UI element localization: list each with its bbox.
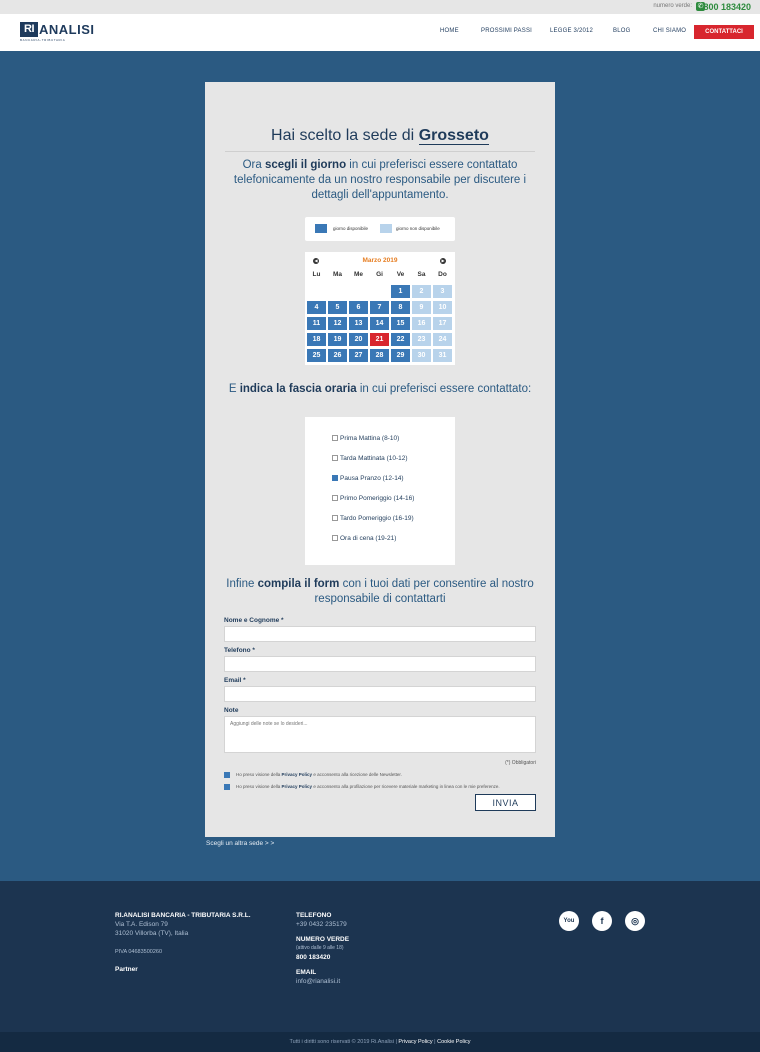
calendar-day[interactable]: 19 [328, 333, 347, 346]
time-slot-checkbox[interactable] [332, 535, 338, 541]
site-header [0, 14, 760, 51]
phone-icon: ✆ [697, 3, 704, 10]
calendar-weekday: Me [353, 271, 364, 278]
divider [225, 151, 535, 152]
calendar-day[interactable]: 20 [349, 333, 368, 346]
privacy-link[interactable]: Privacy Policy [281, 784, 313, 790]
note-textarea[interactable] [224, 716, 536, 753]
calendar-weekday: Ve [396, 271, 405, 278]
day-instructions: Ora scegli il giorno in cui preferisci essere contattato telefonicamente da un nostro responsabile per discutere i dettagli dell'appuntamento. [233, 159, 527, 201]
copyright-bar: Tutti i diritti sono riservati © 2019 Ri.Analisi | Privacy Policy | Cookie Policy [0, 1032, 760, 1052]
unavailable-swatch [380, 224, 392, 233]
green-number-label: numero verde: [653, 3, 692, 9]
name-input[interactable] [224, 626, 536, 642]
email-input[interactable] [224, 686, 536, 702]
email-label: Email * [224, 677, 246, 684]
logo-mark: RI [20, 22, 38, 37]
nav-chi-siamo[interactable]: CHI SIAMO [653, 28, 687, 34]
green-heading: NUMERO VERDE [296, 936, 350, 943]
calendar-day[interactable]: 8 [391, 301, 410, 314]
privacy-link[interactable]: Privacy Policy [281, 772, 313, 778]
available-swatch [315, 224, 327, 233]
calendar-day: 23 [412, 333, 431, 346]
legend-available: giorno disponibile [333, 226, 369, 231]
calendar-day[interactable]: 25 [307, 349, 326, 362]
consent-newsletter[interactable]: Ho preso visione della Privacy Policy e acconsento alla ricezione delle Newsletter. [224, 772, 402, 778]
calendar-day[interactable]: 5 [328, 301, 347, 314]
calendar-day[interactable]: 6 [349, 301, 368, 314]
time-instructions: E indica la fascia oraria in cui preferisci essere contattato: [228, 383, 532, 395]
time-slot-checkbox[interactable] [332, 435, 338, 441]
address-line: Via T.A. Edison 79 [115, 921, 168, 928]
calendar-day-selected[interactable]: 21 [370, 333, 389, 346]
phone-heading: TELEFONO [296, 912, 332, 919]
facebook-icon[interactable]: f [592, 911, 612, 931]
nav-home[interactable]: HOME [440, 28, 459, 34]
calendar-day: 2 [412, 285, 431, 298]
submit-button[interactable]: INVIA [475, 794, 536, 811]
time-slot[interactable] [332, 435, 399, 445]
time-slot-checkbox[interactable] [332, 455, 338, 461]
email-heading: EMAIL [296, 969, 317, 976]
footer-contacts [296, 911, 349, 986]
contattaci-button[interactable]: CONTATTACI [694, 25, 754, 39]
time-slots [305, 417, 455, 565]
city-name: Grosseto [418, 127, 489, 144]
email-address[interactable]: info@rianalisi.it [296, 978, 341, 985]
copyright-text: Tutti i diritti sono riservati © 2019 Ri.Analisi | [289, 1039, 399, 1045]
time-slot-checkbox[interactable] [332, 495, 338, 501]
piva: PIVA 04683500260 [115, 949, 162, 955]
calendar-weekday: Do [438, 271, 447, 278]
calendar-day[interactable]: 28 [370, 349, 389, 362]
footer-company [115, 911, 251, 974]
calendar-day: 16 [412, 317, 431, 330]
time-slot[interactable] [332, 495, 414, 505]
youtube-icon[interactable]: You [559, 911, 579, 931]
consent-profiling[interactable]: Ho preso visione della Privacy Policy e acconsento alla profilazione per ricevere materiale marketing in linea con le mie preferenze. [224, 784, 500, 790]
time-slot[interactable] [332, 475, 404, 485]
time-slot[interactable] [332, 515, 414, 525]
legend-unavailable: giorno non disponibile [396, 226, 440, 231]
calendar-day: 31 [433, 349, 452, 362]
calendar-legend [305, 217, 455, 241]
calendar-day[interactable]: 29 [391, 349, 410, 362]
booking-card [205, 82, 555, 837]
form-instructions: Infine compila il form con i tuoi dati per consentire al nostro responsabile di contattarti [226, 578, 534, 605]
calendar-day[interactable]: 26 [328, 349, 347, 362]
calendar-day[interactable]: 27 [349, 349, 368, 362]
time-slot-label: Primo Pomeriggio (14-16) [340, 495, 415, 502]
time-slot-checkbox[interactable] [332, 475, 338, 481]
nav-legge[interactable]: LEGGE 3/2012 [550, 28, 594, 34]
time-slot-label: Pausa Pranzo (12-14) [340, 475, 404, 482]
time-slot-checkbox[interactable] [332, 515, 338, 521]
chevron-right-icon[interactable]: ▶ [441, 258, 445, 263]
cookie-policy-link[interactable]: Cookie Policy [437, 1039, 471, 1045]
calendar-day: 17 [433, 317, 452, 330]
logo-text: ANALISI [39, 22, 95, 37]
calendar-day: 10 [433, 301, 452, 314]
calendar-day[interactable]: 1 [391, 285, 410, 298]
calendar-day: 9 [412, 301, 431, 314]
calendar-weekday: Sa [417, 271, 426, 278]
consent-profiling-checkbox[interactable] [224, 784, 230, 790]
phone-label: Telefono * [224, 647, 255, 654]
consent-newsletter-checkbox[interactable] [224, 772, 230, 778]
calendar-weekday: Ma [332, 271, 343, 278]
phone-number[interactable]: +39 0432 235179 [296, 921, 347, 928]
note-label: Note [224, 707, 239, 714]
green-number[interactable]: 800 183420 [703, 2, 751, 12]
address-line: 31020 Villorba (TV), Italia [115, 930, 189, 937]
calendar-day[interactable]: 7 [370, 301, 389, 314]
nav-prossimi-passi[interactable]: PROSSIMI PASSI [481, 28, 533, 34]
calendar-day: 30 [412, 349, 431, 362]
green-hours: (attivo dalle 9 alle 18) [296, 945, 344, 951]
time-slot[interactable] [332, 455, 408, 465]
logo-subtitle: BANCARIA-TRIBUTARIA [20, 38, 66, 41]
time-slot-label: Tarda Mattinata (10-12) [340, 455, 408, 462]
time-slot-label: Prima Mattina (8-10) [340, 435, 400, 442]
calendar-weekday: Lu [312, 271, 321, 278]
partner-link[interactable]: Partner [115, 966, 138, 973]
other-sede-link[interactable]: Scegli un altra sede > > [206, 840, 275, 847]
calendar-day[interactable]: 12 [328, 317, 347, 330]
phone-input[interactable] [224, 656, 536, 672]
time-slot-label: Tardo Pomeriggio (16-19) [340, 515, 414, 522]
calendar-day[interactable]: 15 [391, 317, 410, 330]
chevron-left-icon[interactable]: ◀ [314, 258, 318, 263]
green-number-footer[interactable]: 800 183420 [296, 954, 331, 961]
required-note: (*) Obbligatori [505, 760, 536, 766]
instagram-icon[interactable]: ◎ [625, 911, 645, 931]
calendar-weekday: Gi [376, 271, 383, 278]
site-footer [0, 881, 760, 1032]
calendar-day[interactable]: 22 [391, 333, 410, 346]
calendar-month: Marzo 2019 [362, 257, 398, 264]
calendar-day[interactable]: 14 [370, 317, 389, 330]
calendar-day: 24 [433, 333, 452, 346]
top-bar [0, 0, 760, 14]
calendar-day[interactable]: 13 [349, 317, 368, 330]
calendar-day[interactable]: 4 [307, 301, 326, 314]
company-name: RI.ANALISI BANCARIA - TRIBUTARIA S.R.L. [115, 912, 251, 919]
nav-blog[interactable]: BLOG [613, 28, 631, 34]
privacy-policy-link[interactable]: Privacy Policy [398, 1039, 433, 1045]
calendar-day[interactable]: 11 [307, 317, 326, 330]
name-label: Nome e Cognome * [224, 617, 284, 624]
calendar [305, 252, 455, 365]
time-slot[interactable] [332, 535, 396, 545]
time-slot-label: Ora di cena (19-21) [340, 535, 397, 542]
page-title: Hai scelto la sede di Grosseto [271, 127, 489, 144]
calendar-day: 3 [433, 285, 452, 298]
calendar-day[interactable]: 18 [307, 333, 326, 346]
